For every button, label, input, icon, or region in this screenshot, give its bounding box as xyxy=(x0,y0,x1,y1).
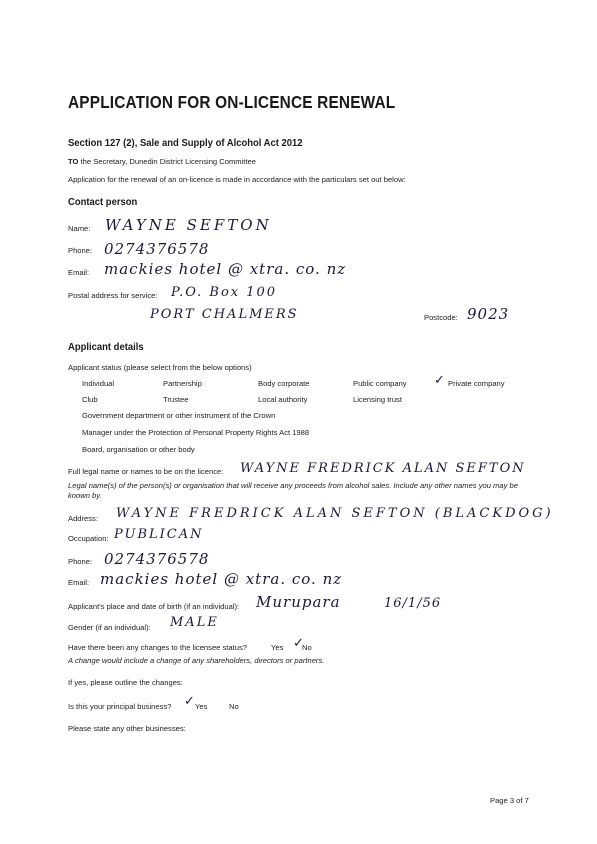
contact-email-value: mackies hotel @ xtra. co. nz xyxy=(104,260,347,278)
contact-name-label: Name: xyxy=(68,224,91,233)
changes-checkmark-icon: ✓ xyxy=(293,635,304,650)
birth-date: 16/1/56 xyxy=(384,596,442,611)
principal-yes: Yes xyxy=(195,702,208,711)
option-local-authority: Local authority xyxy=(258,395,308,404)
legal-name-label: Full legal name or names to be on the licence: xyxy=(68,467,224,476)
option-individual: Individual xyxy=(82,379,115,388)
page-title: APPLICATION FOR ON-LICENCE RENEWAL xyxy=(68,92,396,112)
birth-label: Applicant's place and date of birth (if an individual): xyxy=(68,602,240,611)
applicant-heading: Applicant details xyxy=(68,341,144,353)
changes-yes: Yes xyxy=(271,643,284,652)
option-manager: Manager under the Protection of Personal Property Rights Act 1988 xyxy=(82,428,310,437)
other-businesses-label: Please state any other businesses: xyxy=(68,724,186,733)
option-body-corporate: Body corporate xyxy=(258,379,310,388)
occupation-label: Occupation: xyxy=(68,534,109,543)
checkmark-icon: ✓ xyxy=(434,372,445,387)
contact-phone-label: Phone: xyxy=(68,246,93,255)
option-private-company: Private company xyxy=(448,379,505,388)
contact-heading: Contact person xyxy=(68,196,138,208)
option-government: Government department or other instrument of the Crown xyxy=(82,411,276,420)
intro-text: Application for the renewal of an on-licence is made in accordance with the particulars set out below: xyxy=(68,175,406,184)
principal-checkmark-icon: ✓ xyxy=(184,693,195,708)
act-reference: Section 127 (2), Sale and Supply of Alcohol Act 2012 xyxy=(68,137,303,149)
applicant-phone-value: 0274376578 xyxy=(104,550,210,568)
outline-label: If yes, please outline the changes: xyxy=(68,678,183,687)
legal-note-1: Legal name(s) of the person(s) or organisation that will receive any proceeds from alcohol sales. Include any other names you may be xyxy=(68,481,518,490)
postal-line2: PORT CHALMERS xyxy=(150,307,299,322)
address-value: WAYNE FREDRICK ALAN SEFTON (BLACKDOG) xyxy=(116,506,554,521)
to-label: TO xyxy=(68,157,79,166)
postal-line1: P.O. Box 100 xyxy=(171,285,278,300)
changes-note: A change would include a change of any shareholders, directors or partners. xyxy=(68,656,325,665)
option-club: Club xyxy=(82,395,98,404)
legal-note-2: known by. xyxy=(68,491,102,500)
applicant-phone-label: Phone: xyxy=(68,557,93,566)
contact-phone-value: 0274376578 xyxy=(104,240,210,258)
applicant-email-label: Email: xyxy=(68,578,90,587)
option-partnership: Partnership xyxy=(163,379,202,388)
option-trustee: Trustee xyxy=(163,395,189,404)
contact-email-label: Email: xyxy=(68,268,90,277)
gender-label: Gender (if an individual): xyxy=(68,623,151,632)
to-text: the Secretary, Dunedin District Licensing Committee xyxy=(80,157,256,166)
addressee xyxy=(68,157,256,166)
option-board: Board, organisation or other body xyxy=(82,445,195,454)
principal-label: Is this your principal business? xyxy=(68,702,172,711)
option-public-company: Public company xyxy=(353,379,407,388)
address-label: Address: xyxy=(68,514,98,523)
page-number: Page 3 of 7 xyxy=(490,796,529,805)
occupation-value: PUBLICAN xyxy=(114,527,204,542)
legal-name-value: WAYNE FREDRICK ALAN SEFTON xyxy=(240,461,526,476)
birth-place: Murupara xyxy=(256,593,341,611)
principal-no: No xyxy=(229,702,239,711)
option-licensing-trust: Licensing trust xyxy=(353,395,402,404)
contact-name-value: WAYNE SEFTON xyxy=(105,216,272,234)
postcode-label: Postcode: xyxy=(424,313,458,322)
changes-no: No xyxy=(302,643,312,652)
status-label: Applicant status (please select from the below options) xyxy=(68,363,252,372)
changes-label: Have there been any changes to the licensee status? xyxy=(68,643,247,652)
gender-value: MALE xyxy=(170,615,219,630)
postcode-value: 9023 xyxy=(467,305,510,323)
postal-label: Postal address for service: xyxy=(68,291,158,300)
applicant-email-value: mackies hotel @ xtra. co. nz xyxy=(100,570,343,588)
